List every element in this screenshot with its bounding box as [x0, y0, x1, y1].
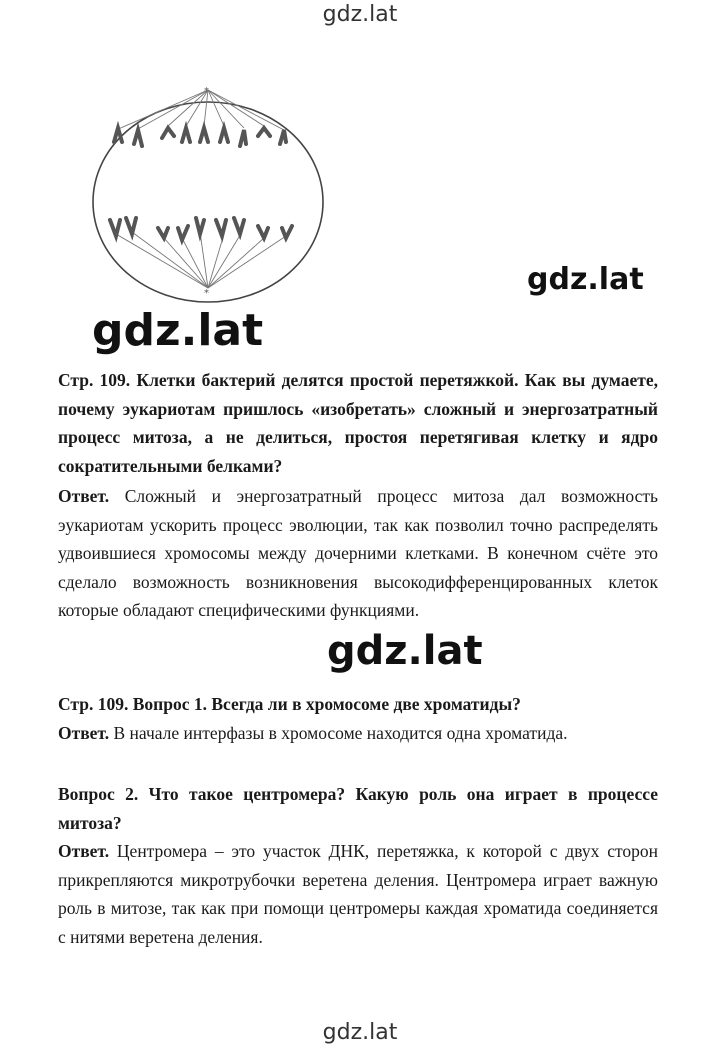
watermark-right: gdz.lat: [527, 262, 644, 297]
answer-label: Ответ.: [58, 486, 110, 506]
block-1: [58, 366, 658, 480]
svg-text:*: *: [204, 86, 209, 97]
answer-text: В начале интерфазы в хромосоме находится одна хроматида.: [109, 722, 568, 743]
block-1-answer: [58, 482, 658, 625]
chromosomes-top: [114, 128, 286, 146]
watermark-middle: gdz.lat: [327, 628, 483, 674]
answer-label: Ответ.: [58, 841, 110, 861]
watermark-left: gdz.lat: [92, 305, 264, 356]
block-3: [58, 780, 658, 951]
cell-outline: [93, 102, 323, 302]
spindle-bottom: [116, 232, 286, 288]
chromosomes-bottom: [110, 218, 292, 240]
block-1-question: Стр. 109. Клетки бактерий делятся простой перетяжкой. Как вы думаете, почему эукариотам пришлось «изобретать» сложный и энергозатратный процесс митоза, а не делиться, простоя перетягивая клетку и ядро сократительными белками?: [58, 370, 658, 476]
block-2-question: Стр. 109. Вопрос 1. Всегда ли в хромосоме две хроматиды?: [58, 694, 521, 714]
svg-text:*: *: [204, 288, 209, 299]
block-3-question: Вопрос 2. Что такое центромера? Какую роль она играет в процессе митоза?: [58, 784, 658, 833]
watermark-top: gdz.lat: [322, 2, 398, 27]
answer-text: Сложный и энергозатратный процесс митоза дал возможность эукариотам ускорить процесс эволюции, так как позволил точно распределять удвоившиеся хромосомы между дочерними клетками. В конечном счёте это сделало возможность возникновения высокодифференцированных клеток которые обладают специфическими функциями.: [58, 486, 658, 620]
answer-label: Ответ.: [58, 722, 110, 743]
block-2: [58, 690, 658, 747]
watermark-bottom: gdz.lat: [322, 1020, 398, 1045]
spindle-top: [116, 90, 284, 130]
mitosis-diagram: [86, 82, 336, 308]
answer-text: Центромера – это участок ДНК, перетяжка, к которой с двух сторон прикрепляются микротрубочки веретена деления. Центромера играет важную роль в митозе, так как при помощи центромеры каждая хроматида соединяется с нитями веретена деления.: [58, 841, 658, 947]
